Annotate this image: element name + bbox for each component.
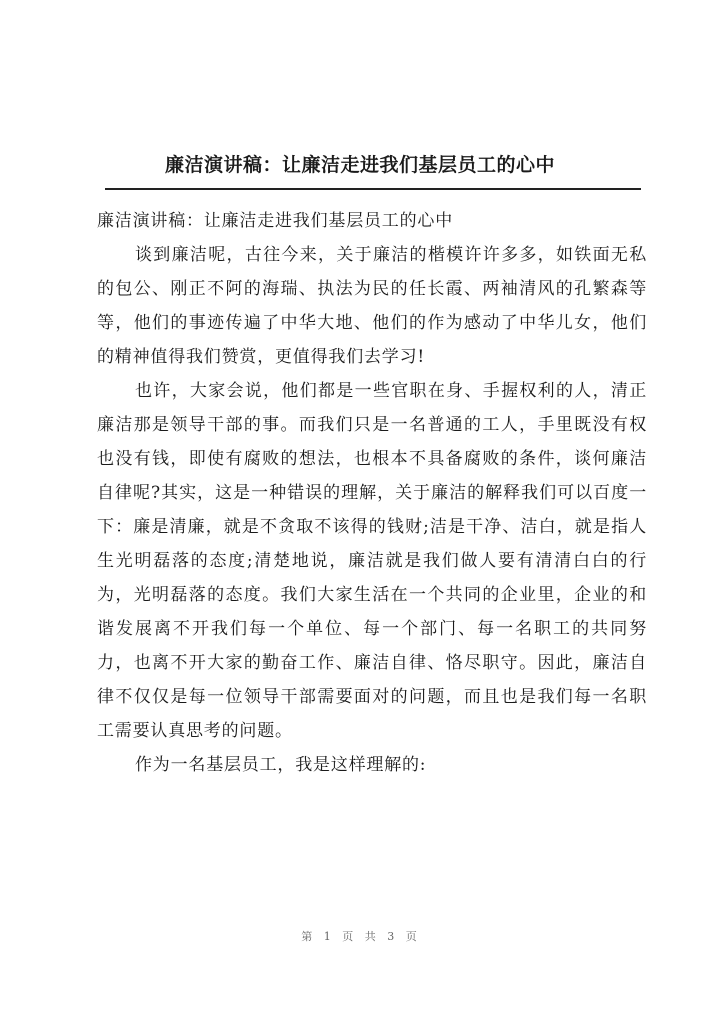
paragraph-2: 也许，大家会说，他们都是一些官职在身、手握权利的人，清正廉洁那是领导干部的事。而我们只是一名普通的工人，手里既没有权也没有钱，即使有腐败的想法，也根本不具备腐败的条件，谈何廉洁自律呢?其实，这是一种错误的理解，关于廉洁的解释我们可以百度一下：廉是清廉，就是不贪取不该得的钱财;洁是干净、洁白，就是指人生光明磊落的态度;清楚地说，廉洁就是我们做人要有清清白白的行为，光明磊落的态度。我们大家生活在一个共同的企业里，企业的和谐发展离不开我们每一个单位、每一个部门、每一名职工的共同努力，也离不开大家的勤奋工作、廉洁自律、恪尽职守。因此，廉洁自律不仅仅是每一位领导干部需要面对的问题，而且也是我们每一名职工需要认真思考的问题。 [97, 381, 647, 741]
paragraph-1: 谈到廉洁呢，古往今来，关于廉洁的楷模许许多多，如铁面无私的包公、刚正不阿的海瑞、执法为民的任长霞、两袖清风的孔繁森等等，他们的事迹传遍了中华大地、他们的作为感动了中华儿女，他们的精神值得我们赞赏，更值得我们去学习! [97, 245, 647, 367]
document-body [97, 204, 647, 782]
title-divider [105, 188, 641, 190]
page-number-footer: 第 1 页 共 3 页 [301, 930, 419, 943]
paragraph-3: 作为一名基层员工，我是这样理解的: [135, 755, 427, 775]
document-subtitle: 廉洁演讲稿：让廉洁走进我们基层员工的心中 [97, 211, 453, 231]
document-title: 廉洁演讲稿：让廉洁走进我们基层员工的心中 [164, 154, 555, 176]
